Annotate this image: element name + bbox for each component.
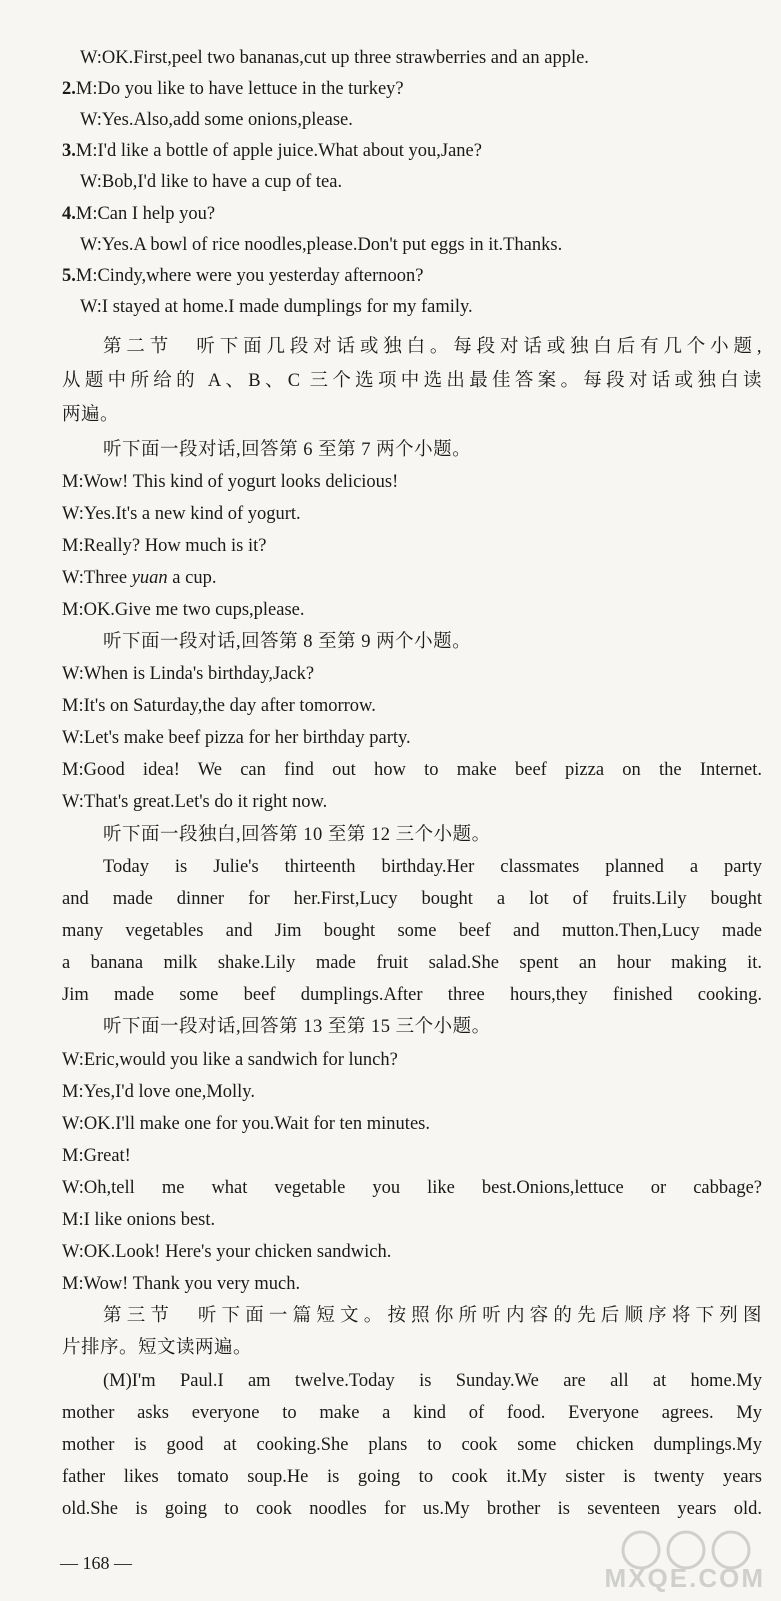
text-line: M:Wow! Thank you very much. [62, 1274, 301, 1294]
text-line: a banana milk shake.Lily made fruit salad.She spent an hour making it. [62, 953, 762, 973]
text-line: W:Oh,tell me what vegetable you like best.Onions,lettuce or cabbage? [62, 1178, 762, 1198]
text-line: W:Yes.A bowl of rice noodles,please.Don't put eggs in it.Thanks. [80, 235, 563, 255]
section-heading: 第二节 听下面几段对话或独白。每段对话或独白后有几个小题, [103, 337, 762, 357]
text-line: mother is good at cooking.She plans to cook some chicken dumplings.My [62, 1435, 762, 1455]
text-line: W:Bob,I'd like to have a cup of tea. [80, 172, 343, 192]
text-line: W:Three yuan a cup. [62, 568, 217, 588]
text-line: M:It's on Saturday,the day after tomorrow. [62, 696, 376, 716]
section-heading: 第三节 听下面一篇短文。按照你所听内容的先后顺序将下列图 [103, 1306, 762, 1326]
text-line: W:Eric,would you like a sandwich for lunch? [62, 1050, 398, 1070]
text-line: many vegetables and Jim bought some beef and mutton.Then,Lucy made [62, 921, 762, 941]
text-line: W:Yes.Also,add some onions,please. [80, 110, 353, 130]
text-line: W:That's great.Let's do it right now. [62, 792, 328, 812]
instruction-line: 听下面一段独白,回答第 10 至第 12 三个小题。 [103, 825, 491, 845]
text-line: M:Wow! This kind of yogurt looks delicious! [62, 472, 399, 492]
text-line: 2.M:Do you like to have lettuce in the turkey? [62, 79, 404, 99]
text-line: W:When is Linda's birthday,Jack? [62, 664, 315, 684]
text-line: Today is Julie's thirteenth birthday.Her classmates planned a party [103, 857, 762, 877]
text-line: M:Good idea! We can find out how to make beef pizza on the Internet. [62, 760, 762, 780]
text-line: W:OK.First,peel two bananas,cut up three strawberries and an apple. [80, 48, 589, 68]
text-line: Jim made some beef dumplings.After three hours,they finished cooking. [62, 985, 762, 1005]
text-line: M:Great! [62, 1146, 131, 1166]
text-line: and made dinner for her.First,Lucy bought a lot of fruits.Lily bought [62, 889, 762, 909]
text-line: W:OK.Look! Here's your chicken sandwich. [62, 1242, 392, 1262]
text-line: 5.M:Cindy,where were you yesterday afternoon? [62, 266, 424, 286]
text-line: mother asks everyone to make a kind of food. Everyone agrees. My [62, 1403, 762, 1423]
text-line: old.She is going to cook noodles for us.My brother is seventeen years old. [62, 1499, 762, 1519]
watermark-text: MXQE.COM [604, 1563, 765, 1593]
text-line: W:OK.I'll make one for you.Wait for ten minutes. [62, 1114, 430, 1134]
section-text: 从题中所给的 A、B、C 三个选项中选出最佳答案。每段对话或独白读 [62, 371, 762, 391]
text-line: M:Really? How much is it? [62, 536, 267, 556]
instruction-line: 听下面一段对话,回答第 6 至第 7 两个小题。 [103, 440, 472, 460]
text-line: W:Yes.It's a new kind of yogurt. [62, 504, 301, 524]
watermark-logo [604, 1526, 771, 1596]
text-line: M:OK.Give me two cups,please. [62, 600, 305, 620]
text-line: W:I stayed at home.I made dumplings for my family. [80, 297, 473, 317]
text-line: M:I like onions best. [62, 1210, 216, 1230]
text-line: 3.M:I'd like a bottle of apple juice.What about you,Jane? [62, 141, 482, 161]
instruction-line: 听下面一段对话,回答第 8 至第 9 两个小题。 [103, 632, 472, 652]
text-line: W:Let's make beef pizza for her birthday party. [62, 728, 411, 748]
text-line: 4.M:Can I help you? [62, 204, 216, 224]
text-line: (M)I'm Paul.I am twelve.Today is Sunday.We are all at home.My [103, 1371, 762, 1391]
section-text: 两遍。 [62, 405, 120, 425]
text-line: father likes tomato soup.He is going to cook it.My sister is twenty years [62, 1467, 762, 1487]
text-line: M:Yes,I'd love one,Molly. [62, 1082, 255, 1102]
page-number: — 168 — [60, 1553, 132, 1573]
section-text: 片排序。短文读两遍。 [62, 1338, 253, 1358]
instruction-line: 听下面一段对话,回答第 13 至第 15 三个小题。 [103, 1017, 491, 1037]
